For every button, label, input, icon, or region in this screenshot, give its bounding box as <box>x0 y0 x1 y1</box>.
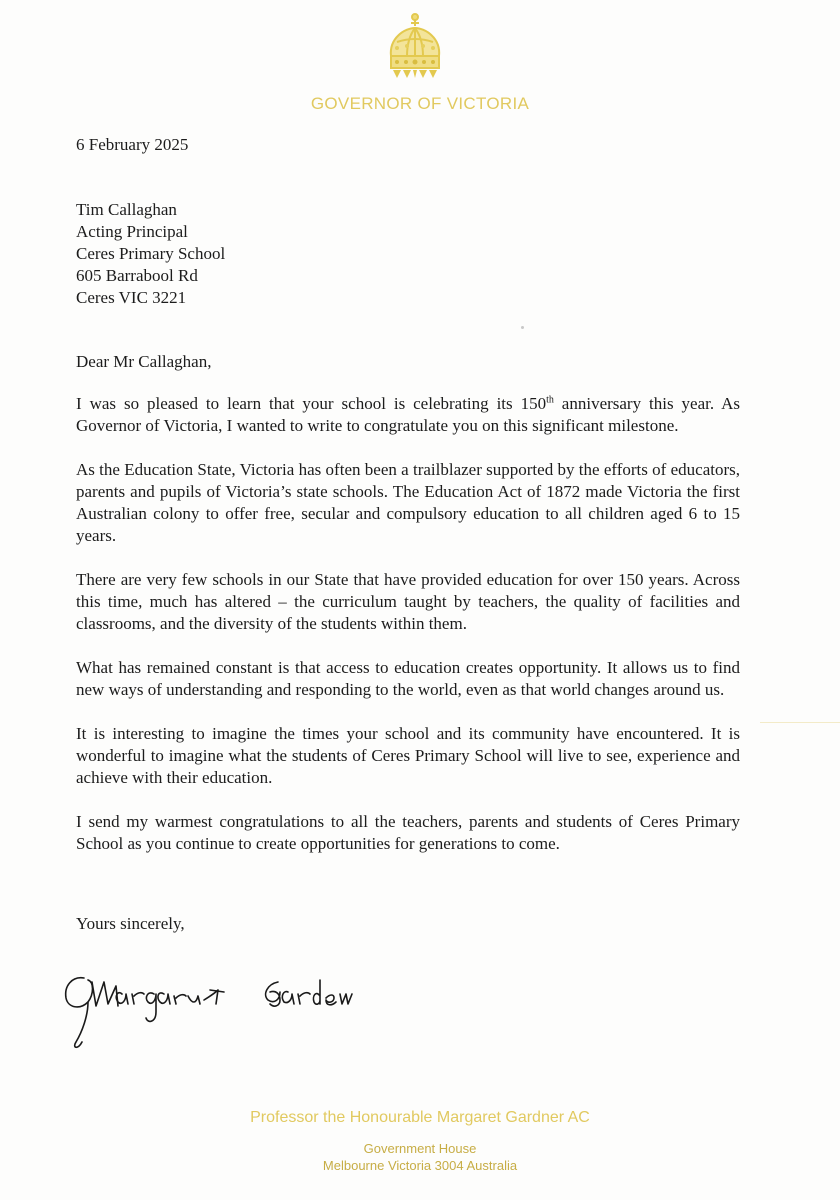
recipient-street: 605 Barrabool Rd <box>76 266 198 285</box>
ordinal-suffix: th <box>546 394 554 406</box>
letter-date: 6 February 2025 <box>76 135 189 154</box>
body-paragraph-1 <box>76 393 740 437</box>
recipient-role: Acting Principal <box>76 222 188 241</box>
footer-line-1: Government House <box>363 1141 477 1156</box>
scan-speck <box>521 326 524 329</box>
salutation: Dear Mr Callaghan, <box>76 352 212 371</box>
body-paragraph-2: As the Education State, Victoria has often been a trailblazer supported by the efforts of educators, parents and pupils of Victoria’s state schools. The Education Act of 1872 made Victoria the first Australian colony to offer free, secular and compulsory education to all children aged 6 to 15 years. <box>76 460 740 545</box>
body-paragraph-4: What has remained constant is that access to education creates opportunity. It allows us to find new ways of understanding and responding to the world, even as that world changes around us. <box>76 658 740 699</box>
p1-text-end: anniversary this year. As Governor of Victoria, I wanted to write to congratulate you on this significant milestone. <box>76 394 740 435</box>
letterhead-footer <box>0 1140 840 1174</box>
closing: Yours sincerely, <box>76 914 185 933</box>
footer-line-2: Melbourne Victoria 3004 Australia <box>322 1158 518 1173</box>
crown-crest-icon <box>383 12 447 82</box>
letterhead-title: GOVERNOR OF VICTORIA <box>310 94 530 113</box>
handwritten-signature <box>58 960 408 1060</box>
scan-mark <box>760 722 840 723</box>
p1-text-start: I was so pleased to learn that your school is celebrating its 150 <box>76 394 547 413</box>
body-paragraph-3: There are very few schools in our State that have provided education for over 150 years. Across this time, much has altered – the curriculum taught by teachers, the quality of facilities and classrooms, and the diversity of the students within them. <box>76 570 740 633</box>
letter-body <box>76 393 740 877</box>
signatory-name: Professor the Honourable Margaret Gardner AC <box>250 1109 590 1126</box>
body-paragraph-6: I send my warmest congratulations to all the teachers, parents and students of Ceres Primary School as you continue to create opportunities for generations to come. <box>76 812 740 853</box>
recipient-address <box>76 199 225 309</box>
recipient-school: Ceres Primary School <box>76 244 226 263</box>
recipient-locality: Ceres VIC 3221 <box>76 288 187 307</box>
recipient-name: Tim Callaghan <box>76 200 177 219</box>
body-paragraph-5: It is interesting to imagine the times your school and its community have encountered. It is wonderful to imagine what the students of Ceres Primary School will live to see, experience and achieve with their education. <box>76 724 740 787</box>
